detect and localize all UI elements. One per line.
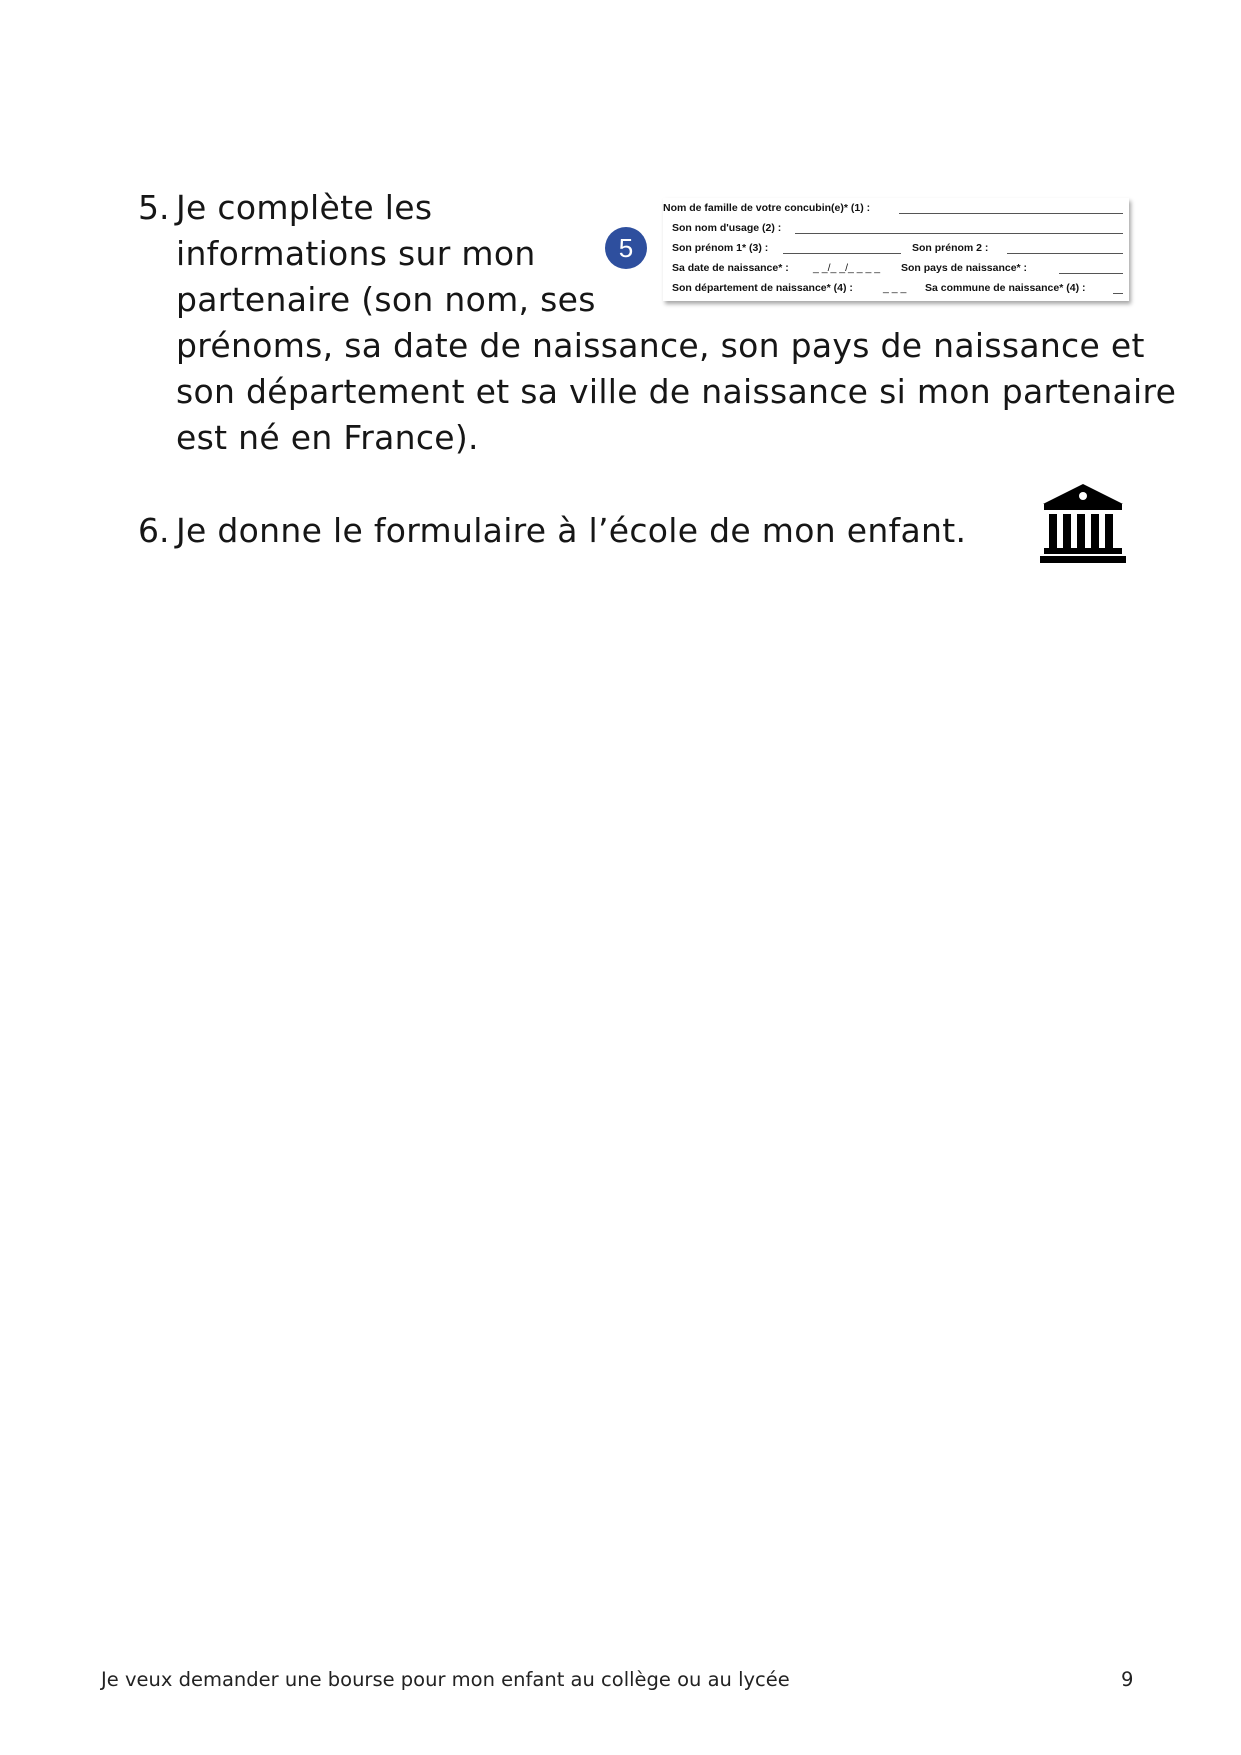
form-blank-line bbox=[899, 213, 1123, 214]
form-label: Son prénom 2 : bbox=[912, 242, 989, 254]
form-label: Sa date de naissance* : bbox=[672, 262, 789, 274]
form-row-family-name bbox=[663, 202, 1129, 216]
form-blank-line bbox=[783, 253, 901, 254]
bank-icon bbox=[1040, 482, 1126, 564]
step-5-line: est né en France). bbox=[176, 418, 479, 457]
step-badge: 5 bbox=[605, 227, 647, 269]
step-5-line: prénoms, sa date de naissance, son pays de naissance et bbox=[176, 326, 1145, 365]
form-row-birth-date-country bbox=[663, 262, 1129, 276]
step-6-text: Je donne le formulaire à l’école de mon enfant. bbox=[176, 511, 967, 550]
form-label: Son département de naissance* (4) : bbox=[672, 282, 853, 294]
step-6 bbox=[138, 508, 1138, 568]
form-blank-line bbox=[1007, 253, 1123, 254]
form-blank-line bbox=[1113, 293, 1123, 294]
step-5-line: informations sur mon bbox=[176, 234, 536, 273]
form-row-first-names bbox=[663, 242, 1129, 256]
form-blank-line bbox=[795, 233, 1123, 234]
form-row-birth-department-town bbox=[663, 282, 1129, 296]
step-5-line: partenaire (son nom, ses bbox=[176, 280, 596, 319]
footer-title: Je veux demander une bourse pour mon enfant au collège ou au lycée bbox=[101, 1668, 790, 1691]
form-label: Nom de famille de votre concubin(e)* (1) : bbox=[663, 202, 871, 214]
form-blank-line bbox=[1059, 273, 1123, 274]
step-5-line: son département et sa ville de naissance si mon partenaire bbox=[176, 372, 1177, 411]
form-date-placeholder: _ _/_ _/_ _ _ _ bbox=[813, 262, 881, 274]
form-row-usage-name bbox=[663, 222, 1129, 236]
form-label: Sa commune de naissance* (4) : bbox=[925, 282, 1086, 294]
page-number: 9 bbox=[1121, 1668, 1134, 1691]
form-label: Son nom d'usage (2) : bbox=[672, 222, 782, 234]
form-label: Son pays de naissance* : bbox=[901, 262, 1028, 274]
form-dept-placeholder: _ _ _ bbox=[883, 282, 907, 294]
step-6-number: 6. bbox=[138, 511, 170, 550]
step-5-number: 5. bbox=[138, 188, 170, 227]
form-excerpt bbox=[663, 198, 1129, 301]
form-label: Son prénom 1* (3) : bbox=[672, 242, 769, 254]
step-5-line: Je complète les bbox=[176, 188, 433, 227]
